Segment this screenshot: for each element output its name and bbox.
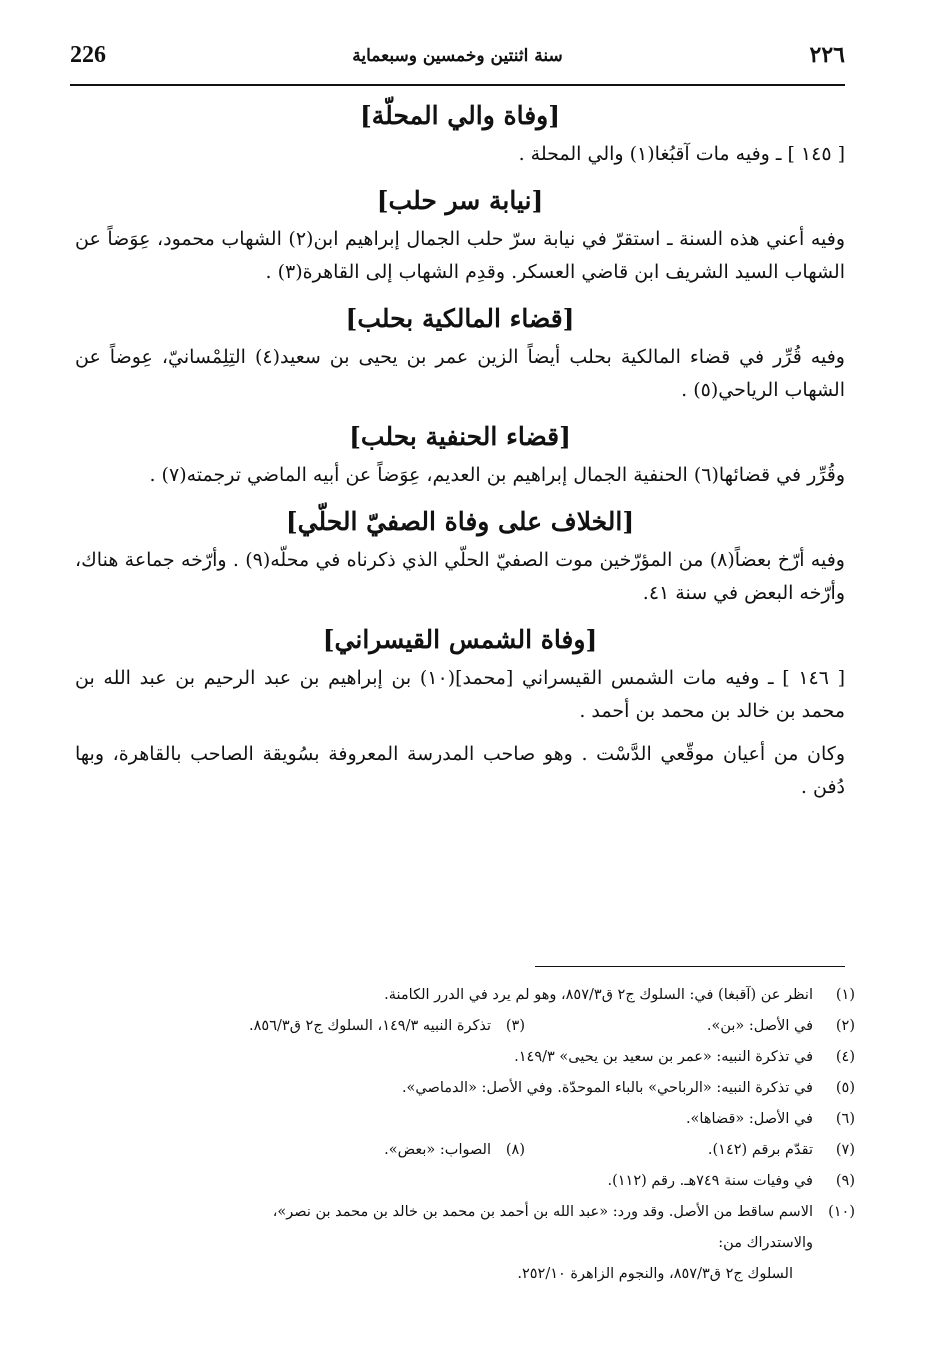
page-number-arabic: ٢٢٦: [809, 42, 845, 68]
paragraph: وكان من أعيان موقّعي الدَّسْت . وهو صاحب المدرسة المعروفة بسُويقة الصاحب بالقاهرة، وبها دُفن .: [75, 743, 845, 798]
footnote-rule: [535, 966, 845, 967]
footnote-text: الاسم ساقط من الأصل. وقد ورد: «عبد الله بن أحمد بن محمد بن خالد بن محمد بن نصر»،: [272, 1204, 813, 1220]
footnote-text: الصواب: «بعض».: [384, 1142, 491, 1158]
footnote: [75, 1073, 855, 1104]
footnote-number: (٥): [835, 1080, 855, 1096]
footnote-number: (٨): [505, 1142, 525, 1158]
paragraph: [ ١٤٦ ] ـ وفيه مات الشمس القيسراني [محمد](١٠) بن إبراهيم بن عبد الرحيم بن عبد الله بن محمد بن خالد بن محمد بن أحمد .: [75, 667, 846, 722]
footnote-number: (٩): [835, 1173, 855, 1189]
footnote-text: في الأصل: «بن».: [706, 1018, 813, 1034]
paragraph: [ ١٤٥ ] ـ وفيه مات آقبُغا(١) والي المحلة .: [518, 143, 845, 165]
main-text: [75, 96, 845, 804]
footnote-number: (١): [835, 987, 855, 1003]
paragraph: وفيه قُرِّر في قضاء المالكية بحلب أيضاً الزين عمر بن يحيى بن سعيد(٤) التِلِمْسانيّ، عِوضاً عن الشهاب الرياحي(٥) .: [75, 346, 845, 401]
footnote-text: تقدّم برقم (١٤٢).: [707, 1142, 813, 1158]
footnote-pair: [75, 1011, 855, 1042]
page-number-latin: 226: [70, 42, 106, 68]
page-header: [70, 42, 845, 82]
footnote-text: في تذكرة النبيه: «الرباحي» بالباء الموحدّة. وفي الأصل: «الدماصي».: [401, 1080, 813, 1096]
footnote-number: (٢): [835, 1018, 855, 1034]
footnote-number: (٧): [835, 1142, 855, 1158]
footnote-text: تذكرة النبيه ١٤٩/٣، السلوك ج٢ ق٨٥٦/٣.: [249, 1018, 491, 1034]
footnote-continuation: والاستدراك من:: [718, 1235, 813, 1251]
footnote-continuation: السلوك ج٢ ق٨٥٧/٣، والنجوم الزاهرة ٢٥٢/١٠.: [517, 1266, 793, 1282]
footnote-text: في وفيات سنة ٧٤٩هـ. رقم (١١٢).: [607, 1173, 813, 1189]
footnote-text: في تذكرة النبيه: «عمر بن سعيد بن يحيى» ١٤٩/٣.: [514, 1049, 813, 1065]
footnote: [75, 980, 855, 1011]
section-heading: [وفاة والي المحلّة]: [359, 101, 561, 130]
section-heading: [قضاء المالكية بحلب]: [345, 304, 575, 333]
footnote-text: في الأصل: «قضاها».: [685, 1111, 813, 1127]
footnote-pair: [75, 1135, 855, 1166]
paragraph: وقُرِّر في قضائها(٦) الحنفية الجمال إبراهيم بن العديم، عِوَضاً عن أبيه الماضي ترجمته(٧) .: [149, 464, 845, 486]
section-heading: [الخلاف على وفاة الصفيّ الحلّي]: [285, 507, 635, 536]
running-head: سنة اثنتين وخمسين وسبعماية: [352, 46, 563, 66]
paragraph: وفيه أعني هذه السنة ـ استقرّ في نيابة سرّ حلب الجمال إبراهيم ابن(٢) الشهاب محمود، عِوَضاً عن الشهاب السيد الشريف ابن قاضي العسكر. وقدِم الشهاب إلى القاهرة(٣) .: [75, 228, 846, 283]
footnote-number: (٣): [505, 1018, 525, 1034]
section-heading: [نيابة سر حلب]: [376, 186, 544, 215]
footnote-number: (٤): [835, 1049, 855, 1065]
footnote-number: (١٠): [828, 1204, 855, 1220]
section-heading: [وفاة الشمس القيسراني]: [322, 625, 598, 654]
footnote: [75, 1104, 855, 1135]
section-heading: [قضاء الحنفية بحلب]: [349, 422, 571, 451]
header-rule: [70, 84, 845, 86]
footnote: [75, 1166, 855, 1197]
footnotes: [75, 980, 855, 1290]
paragraph: وفيه أرّخ بعضاً(٨) من المؤرّخين موت الصفيّ الحلّي الذي ذكرناه في محلّه(٩) . وأرّخه جماعة هناك، وأرّخه البعض في سنة ٤١.: [75, 549, 845, 604]
footnote-number: (٦): [835, 1111, 855, 1127]
footnote: [75, 1042, 855, 1073]
footnote: [75, 1197, 855, 1228]
footnote-text: انظر عن (آقبغا) في: السلوك ج٢ ق٨٥٧/٣، وهو لم يرد في الدرر الكامنة.: [384, 987, 813, 1003]
